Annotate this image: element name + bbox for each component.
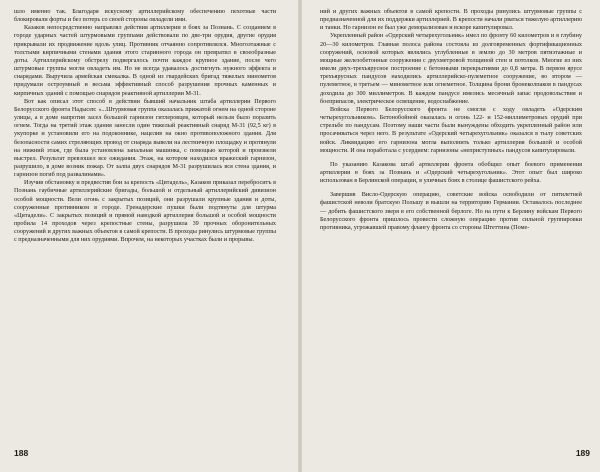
- right-text-column: [320, 8, 582, 232]
- paragraph: Войска Первого Белорусского фронта не смогли с ходу овладеть «Одерским четырехугольником». Бетонобойной оказалась и огонь 122- и 152-миллиметровых орудий при стрельбе по пандусам. Поэтому наши части были вынуждены обходить укрепленный район или просачиваться через него. В результате «Одерский четырехугольник» оказался в тылу советских войск. Ликвидацию его гарнизона могла выполнить только артиллерия большой и особой мощности. И она поработала с усердием: гарнизоны «неприступных» пандусов капитулировали.: [320, 105, 582, 154]
- paragraph: шло именно так. Благодаря искусному артиллерийскому обеспечению пехотные части блокировали форты и без потерь со своей стороны овладели ими.: [14, 8, 276, 24]
- paragraph: Укрепленный район «Одерский четырехугольник» имел по фронту 60 километров и в глубину 20—30 километров. Главная полоса района состояла из долговременных фортификационных сооружений, основой которых являлись углубленные в землю до 30 метров пятиэтажные и мощные железобетонные сооружения с двухметровой толщиной стен и потолков. Многие из них имели двух-трехъярусное построение с бетонными перекрытиями до 0,8 метра. В первом ярусе трехъярусных пандусов находились артиллерийско-пулеметное сооружение, во втором — пулеметное, в третьем — минометное или огнеметное. Толщина брони бронеколпаков в пандусах доходила до 300 миллиметров. В каждом пандусе имелись месячный запас продовольствия и боеприпасов, электрическое освещение, водоснабжение.: [320, 32, 582, 105]
- page-number: 189: [575, 448, 590, 458]
- paragraph: ний и других важных объектов в самой крепости. В проходы ринулись штурмовые группы с предназначенной для их поддержки артиллерией. В крепости начали рваться тяжелую артиллерию и танки. Но гарнизон ее был уже деморализован и вскоре капитулировал.: [320, 8, 582, 32]
- left-text-column: [14, 8, 276, 245]
- paragraph: Изучив обстановку и предвестив бои за крепость «Цитадель», Казаков приказал переброситъ в Познань гаубичные артиллерийские бригады, большой и отдельный артиллерийский дивизион особой мощности. Вели огонь с закрытых позиций, они разрушали крупные здания и доты, сооруженные противником в городе. Гренадерские пушки были подтянуты для штурма «Цитадели». С закрытых позиций и прямой наводкой артиллерия большой и особой мощности пробила 14 проходов через крепостные стены, разрушила 39 прочных оборонительных сооружений и других важных объектов в самой крепости. В проходы ринулись штурмовые группы с предназначенными для них орудиями. Впрочем, на некоторых участках были и прорывы.: [14, 179, 276, 244]
- right-page: [300, 0, 600, 472]
- paragraph: Вот как описал этот способ в действии бывший начальник штаба артиллерии Первого Белорусского фронта Надысев: «...Штурмовая группа оказалась прижатой огнем на одной стороне улицы, а в доме напротив засел большой гарнизон гитлеровцев, который нельзя было поразить огнем. Тогда на третий этаж здания занесли один тяжелый реактивный снаряд М-31 (92,5 кг) в укупорке и установили его на подоконнике, нацелив на окно противоположного здания. Для безопасности самих стреляющих провод от снаряда вывели на лестничную площадку и протянули на нижний этаж, где была установлена запальная машинка, с помощью которой и произвели выстрел. Результат превзошел все ожидания. Этаж, на котором находился вражеский гарнизон, разрушило, в доме возник пожар. От залпа двух снарядов М-31 разрушилась вся стена здания, и гарнизон погиб под развалинами».: [14, 97, 276, 179]
- paragraph: Завершив Висло-Одерскую операцию, советские войска освободили от пятилетней фашистской неволи братскую Польшу и вышли на территорию Германии. Оставалось последнее — добить фашистского зверя в его собственной берлоге. Но на пути к Берлину войскам Первого Белорусского фронта пришлось провести сложную операцию против сильной группировки противника, угрожавшей правому флангу фронта со стороны Штеттина (Поме-: [320, 191, 582, 231]
- paragraph: По указанию Казакова штаб артиллерии фронта обобщил опыт боевого применения артиллерии в боях за Познань и «Одерский четырехугольник». Этот опыт был широко использован в Берлинской операции, в уличных боях в столице фашистского рейха.: [320, 160, 582, 185]
- page-number: 188: [14, 448, 29, 458]
- paragraph: Казаков непосредственно направлял действия артиллерии в боях за Познань. С созданием в городе ударных частей штурмовыми группами действовали по две-три орудия, другие орудия прикрывали их продвижение вдоль улиц. Противник отчаянно сопротивлялся. Многоэтажные с толстыми кирпичными стенами здания этого старинного города он превратил в своеобразные доты. Артиллерийскому обстрелу подвергалось почти каждое крупное здание, после чего штурмовые группы могли овладеть им. Но не всегда удавалось достигнуть нужного эффекта и снарядами. Выручила армейская смекалка. В одной из гвардейских бригад тяжелых минометов придумали остроумный и весьма эффективный способ разрушения прочных каменных и кирпичных зданий с помощью снарядов реактивной артиллерии М-31.: [14, 24, 276, 97]
